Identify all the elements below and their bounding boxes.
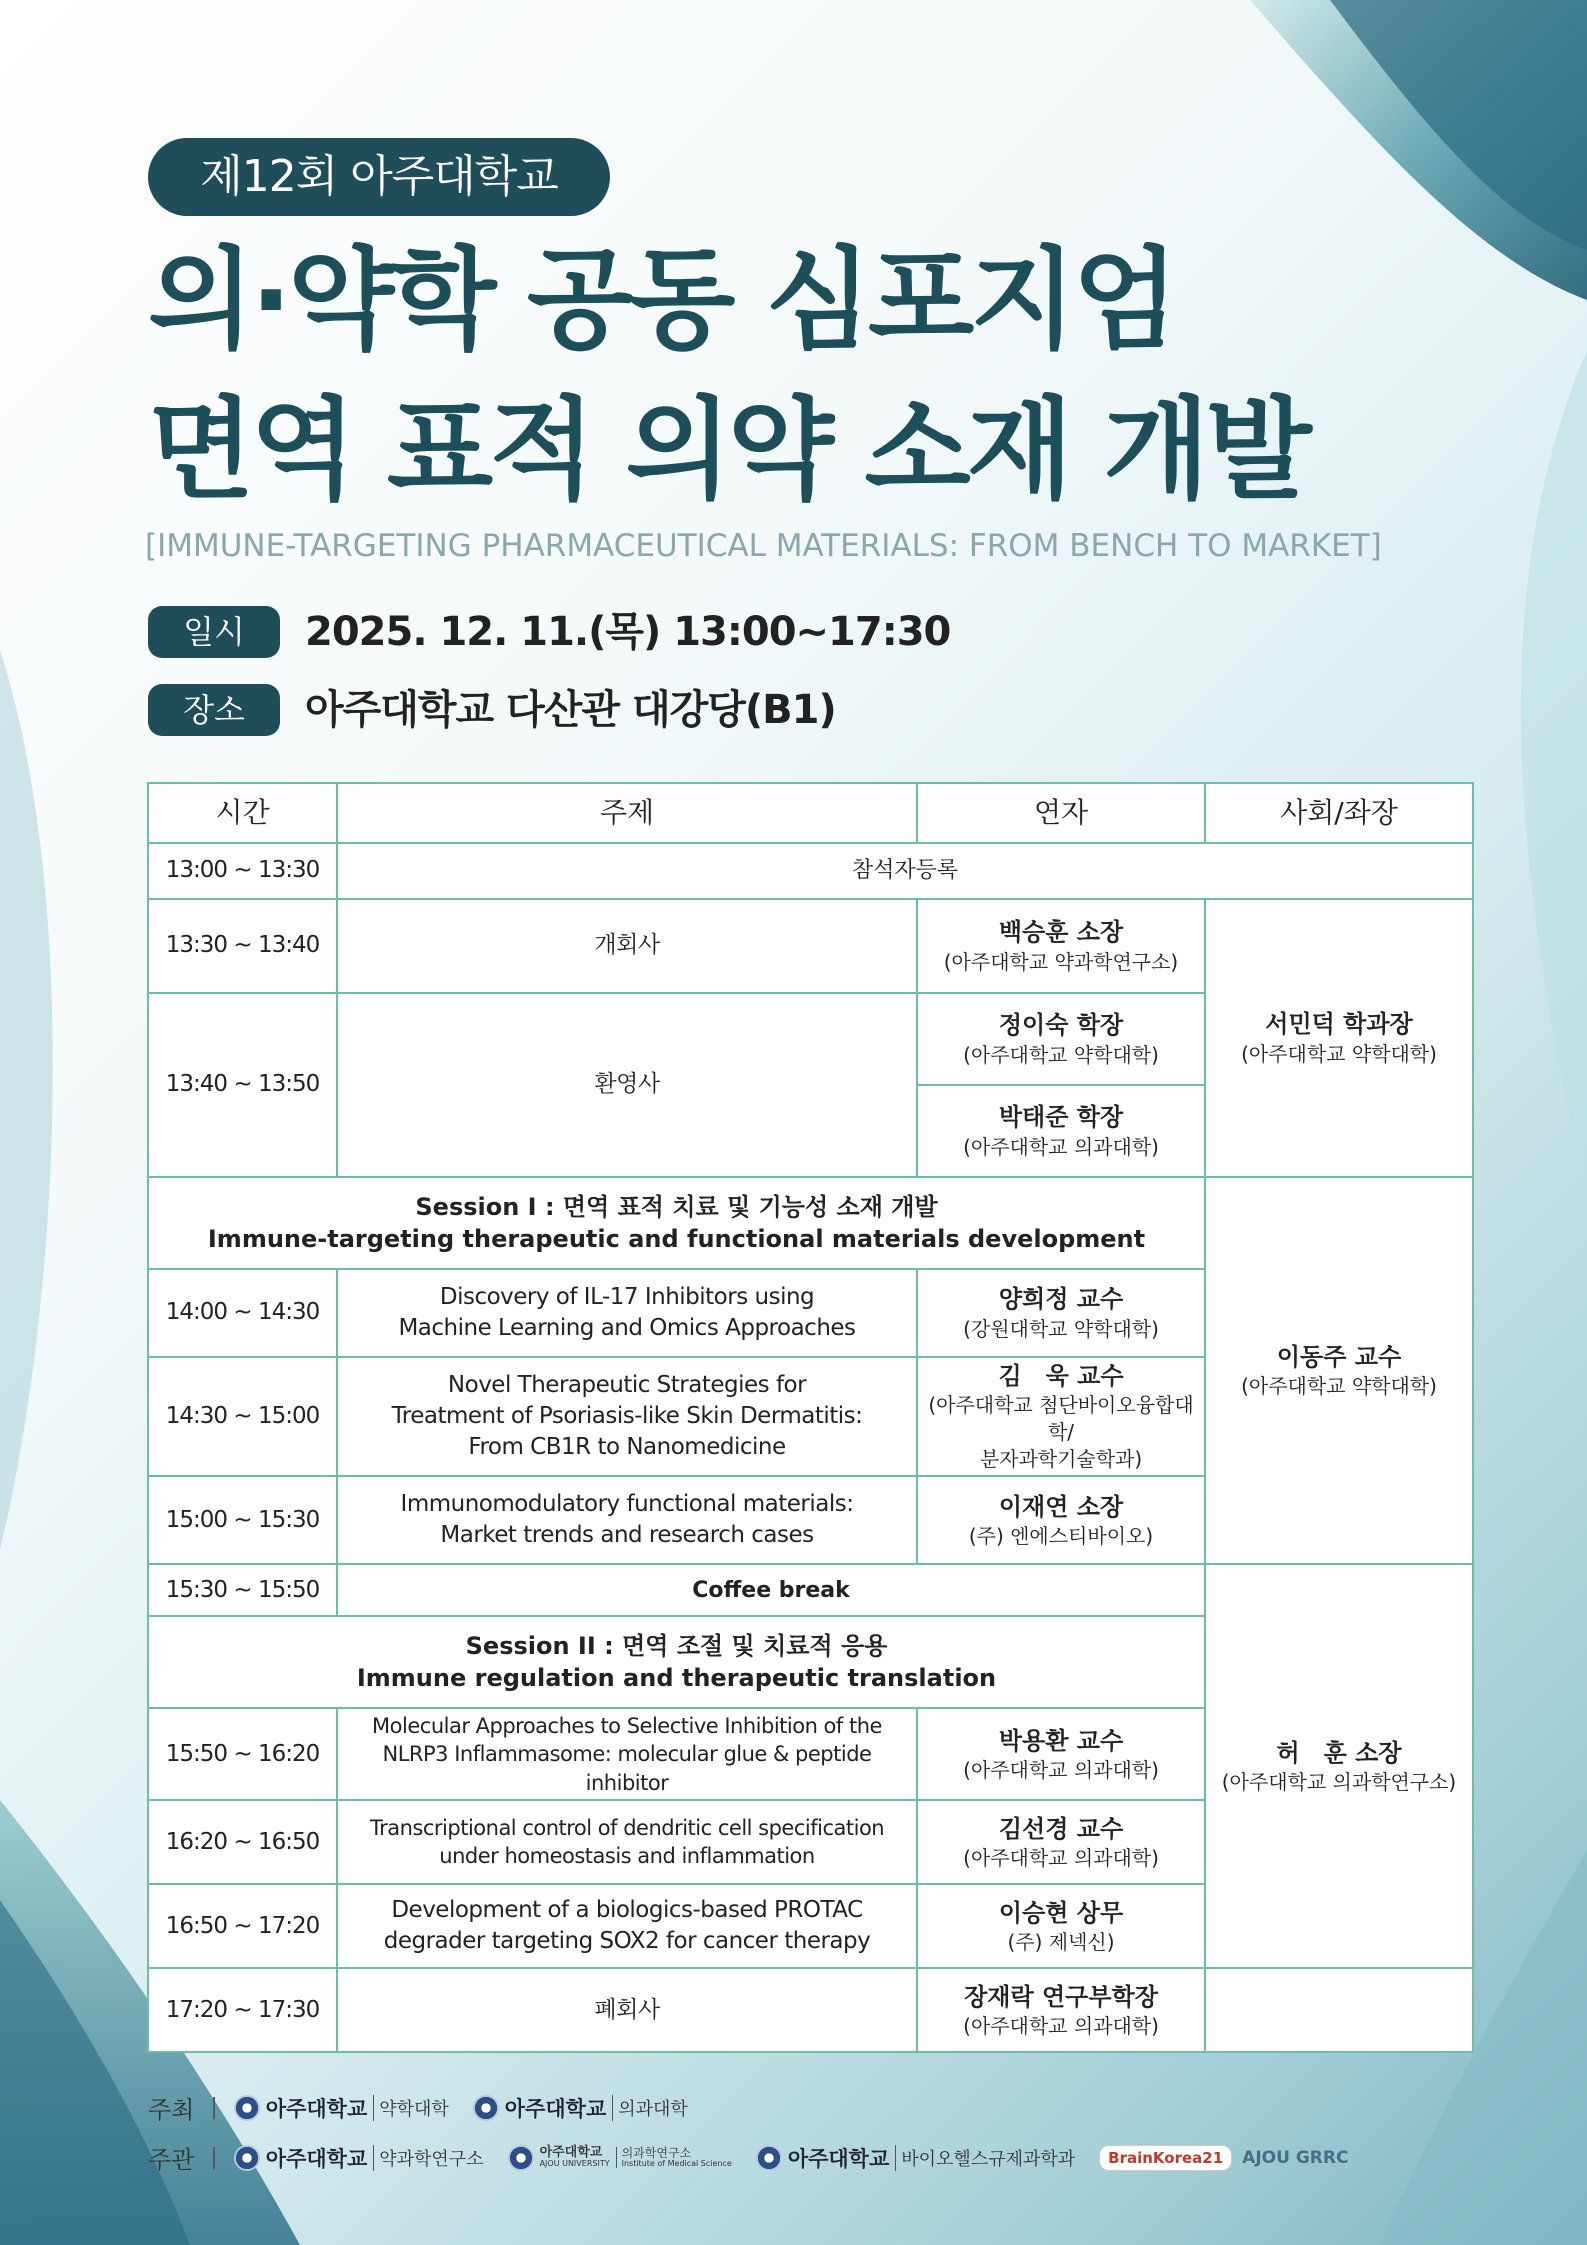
logo-sub-text: 바이오헬스규제과학과 (895, 2145, 1075, 2171)
chair-affiliation: (아주대학교 의과학연구소) (1221, 1770, 1457, 1795)
topic-cell: 참석자등록 (337, 843, 1473, 899)
time-cell: 15:50 ~ 16:20 (148, 1708, 337, 1800)
speaker-cell (917, 1968, 1205, 2052)
topic-line: Molecular Approaches to Selective Inhibition of the (372, 1713, 882, 1738)
ajou-emblem-icon (234, 2145, 260, 2171)
speaker-cell (917, 1708, 1205, 1800)
organizer-row (148, 2140, 1348, 2175)
speaker-name: 김선경 교수 (998, 1814, 1124, 1843)
organizer-label: 주관 (148, 2146, 195, 2174)
ajou-emblem-icon (756, 2145, 782, 2171)
speaker-name: 정이숙 학장 (998, 1011, 1124, 1040)
logo-pharmacy (234, 2093, 449, 2123)
logo-pharm-science-institute (234, 2143, 484, 2173)
topic-line: Market trends and research cases (440, 1522, 814, 1549)
speaker-affiliation: (아주대학교 약학대학) (963, 1042, 1159, 1067)
chair-affiliation: (아주대학교 약학대학) (1241, 1374, 1437, 1399)
speaker-affiliation: (아주대학교 의과대학) (963, 2014, 1159, 2039)
header-topic: 주제 (337, 783, 917, 843)
chair-name: 허 훈 소장 (1276, 1738, 1402, 1767)
time-cell: 16:20 ~ 16:50 (148, 1800, 337, 1884)
speaker-cell (917, 1357, 1205, 1476)
logo-main-text: 아주대학교 (504, 2096, 607, 2121)
logo-sub-en-text: Institute of Medical Science (621, 2158, 732, 2168)
speaker-affiliation: 분자과학기술학과) (979, 1447, 1143, 1472)
topic-cell (337, 1476, 917, 1564)
topic-line: Discovery of IL-17 Inhibitors using (439, 1283, 815, 1310)
logo-sub-text: 약학대학 (373, 2095, 449, 2121)
speaker-name: 박태준 학장 (998, 1103, 1124, 1132)
divider: | (210, 2145, 218, 2170)
logo-main-text: 아주대학교 (539, 2144, 603, 2160)
speaker-affiliation: (아주대학교 의과대학) (963, 1134, 1159, 1159)
topic-cell (337, 1269, 917, 1357)
logo-main-text: 아주대학교 (265, 2146, 368, 2171)
header-speaker: 연자 (917, 783, 1205, 843)
time-cell: 13:30 ~ 13:40 (148, 899, 337, 993)
speaker-affiliation: (아주대학교 의과대학) (963, 1846, 1159, 1871)
speaker-affiliation: (강원대학교 약학대학) (963, 1316, 1159, 1341)
topic-cell: 환영사 (337, 993, 917, 1177)
topic-line: under homeostasis and inflammation (439, 1844, 815, 1869)
topic-line: Development of a biologics-based PROTAC (391, 1897, 863, 1924)
speaker-affiliation: (아주대학교 의과대학) (963, 1758, 1159, 1783)
logo-main-text: 아주대학교 (787, 2146, 890, 2171)
logo-main-text: 아주대학교 (265, 2096, 368, 2121)
session-2-cell (148, 1616, 1205, 1708)
chair-cell (1205, 1177, 1473, 1564)
speaker-name: 백승훈 소장 (998, 918, 1124, 947)
topic-cell (337, 1884, 917, 1968)
topic-line: NLRP3 Inflammasome: molecular glue & peptide inhibitor (382, 1742, 872, 1795)
divider: | (210, 2095, 218, 2120)
topic-cell (337, 1708, 917, 1800)
ajou-emblem-icon (508, 2145, 534, 2171)
edition-badge: 제12회 아주대학교 (148, 138, 610, 216)
topic-line: degrader targeting SOX2 for cancer therapy (383, 1928, 871, 1955)
session-2-title-en: Immune regulation and therapeutic translation (356, 1664, 997, 1693)
english-subtitle: [IMMUNE-TARGETING PHARMACEUTICAL MATERIALS: FROM BENCH TO MARKET] (145, 528, 1382, 564)
chair-name: 이동주 교수 (1276, 1343, 1402, 1371)
header-chair: 사회/좌장 (1205, 783, 1473, 843)
time-cell: 16:50 ~ 17:20 (148, 1884, 337, 1968)
speaker-name: 양희정 교수 (998, 1285, 1124, 1314)
table-row (148, 843, 1473, 899)
logo-en-text: AJOU UNIVERSITY (539, 2159, 610, 2169)
topic-cell: 폐회사 (337, 1968, 917, 2052)
logo-sub-text: 의과학연구소 (621, 2145, 692, 2160)
schedule-table (147, 782, 1474, 2053)
ajou-emblem-icon (473, 2095, 499, 2121)
time-cell: 14:30 ~ 15:00 (148, 1357, 337, 1476)
speaker-name: 박용환 교수 (998, 1726, 1124, 1755)
title-line-2: 면역 표적 의약 소재 개발 (148, 386, 1308, 514)
logo-stack (616, 2147, 732, 2169)
chair-cell-empty (1205, 1968, 1473, 2052)
speaker-cell (917, 1884, 1205, 1968)
venue-value: 아주대학교 다산관 대강당(B1) (305, 687, 836, 733)
host-label: 주최 (148, 2096, 195, 2124)
table-header-row (148, 783, 1473, 843)
brainkorea21-logo: BrainKorea21 (1099, 2145, 1232, 2171)
ajou-grrc-logo: AJOU GRRC (1242, 2147, 1349, 2168)
topic-cell: 개회사 (337, 899, 917, 993)
speaker-name: 장재락 연구부학장 (964, 1982, 1158, 2011)
date-value: 2025. 12. 11.(목) 13:00~17:30 (305, 609, 951, 655)
logo-sub-text: 약과학연구소 (373, 2145, 483, 2171)
speaker-name: 이재연 소장 (998, 1492, 1124, 1521)
speaker-cell (917, 1269, 1205, 1357)
time-cell: 15:00 ~ 15:30 (148, 1476, 337, 1564)
coffee-break-cell: Coffee break (337, 1564, 1205, 1616)
header-time: 시간 (148, 783, 337, 843)
logo-medical-science-institute (508, 2145, 732, 2171)
title-line-1: 의·약학 공동 심포지엄 (148, 236, 1175, 364)
venue-label: 장소 (148, 684, 280, 736)
logo-sub-text: 의과대학 (612, 2095, 688, 2121)
session-1-title-en: Immune-targeting therapeutic and functional materials development (207, 1225, 1146, 1253)
session-row (148, 1177, 1473, 1269)
topic-line: Novel Therapeutic Strategies for (447, 1372, 807, 1399)
speaker-name: 이승현 상무 (998, 1898, 1124, 1927)
host-row (148, 2090, 702, 2125)
speaker-affiliation: (아주대학교 첨단바이오융합대학/ (928, 1393, 1194, 1445)
topic-line: Transcriptional control of dendritic cell specification (369, 1816, 885, 1841)
topic-cell (337, 1800, 917, 1884)
logo-regulatory-science (756, 2143, 1075, 2173)
session-1-cell (148, 1177, 1205, 1269)
time-cell: 15:30 ~ 15:50 (148, 1564, 337, 1616)
time-cell: 13:40 ~ 13:50 (148, 993, 337, 1177)
topic-line: Treatment of Psoriasis-like Skin Dermatitis: (391, 1403, 863, 1430)
speaker-affiliation: (아주대학교 약과학연구소) (943, 949, 1179, 974)
time-cell: 13:00 ~ 13:30 (148, 843, 337, 899)
speaker-name: 김 욱 교수 (998, 1362, 1124, 1390)
table-row (148, 1564, 1473, 1616)
table-row (148, 1968, 1473, 2052)
chair-cell (1205, 899, 1473, 1177)
time-cell: 14:00 ~ 14:30 (148, 1269, 337, 1357)
table-row (148, 899, 1473, 993)
topic-cell (337, 1357, 917, 1476)
chair-affiliation: (아주대학교 약학대학) (1241, 1041, 1437, 1066)
topic-line: Machine Learning and Omics Approaches (398, 1315, 856, 1341)
time-cell: 17:20 ~ 17:30 (148, 1968, 337, 2052)
chair-cell (1205, 1564, 1473, 1968)
session-2-title-ko: Session II : 면역 조절 및 치료적 응용 (465, 1632, 888, 1660)
ajou-emblem-icon (234, 2095, 260, 2121)
speaker-cell (917, 1476, 1205, 1564)
speaker-cell (917, 899, 1205, 993)
topic-line: From CB1R to Nanomedicine (468, 1434, 786, 1461)
speaker-cell (917, 1085, 1205, 1177)
speaker-cell (917, 1800, 1205, 1884)
speaker-cell (917, 993, 1205, 1085)
speaker-affiliation: (주) 엔에스티바이오) (968, 1524, 1154, 1549)
speaker-affiliation: (주) 제넥신) (1007, 1930, 1115, 1955)
chair-name: 서민덕 학과장 (1265, 1010, 1413, 1039)
topic-line: Immunomodulatory functional materials: (400, 1491, 854, 1518)
logo-medicine (473, 2093, 688, 2123)
session-1-title-ko: Session I : 면역 표적 치료 및 기능성 소재 개발 (415, 1192, 938, 1221)
logo-stack (540, 2146, 610, 2169)
date-label: 일시 (148, 606, 280, 658)
